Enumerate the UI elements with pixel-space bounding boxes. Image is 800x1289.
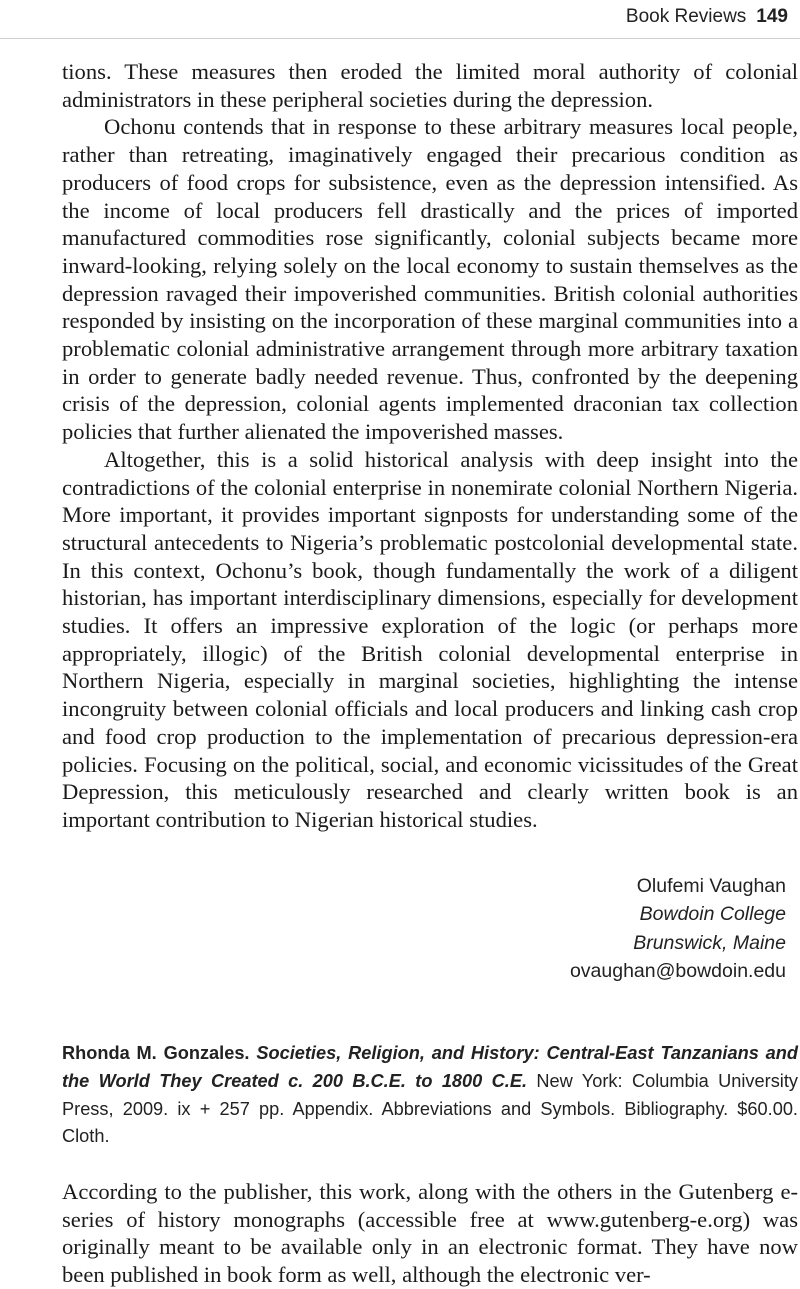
reviewer-signature — [570, 872, 786, 985]
section-title: Book Reviews — [625, 6, 747, 27]
reviewer-institution: Bowdoin College — [639, 903, 786, 926]
next-review-body — [62, 1178, 798, 1289]
citation-title: Societies, Religion, and History: Central-East Tanzanians and the World They Created c. 200 B.C.E. to 1800 C.E. — [62, 1043, 798, 1091]
review-body — [62, 58, 798, 834]
book-citation — [62, 1040, 798, 1151]
running-header — [626, 6, 788, 28]
reviewer-email: ovaughan@bowdoin.edu — [569, 959, 786, 982]
page-number: 149 — [756, 6, 788, 27]
citation-publication: New York: Columbia University Press, 2009. ix + 257 pp. Appendix. Abbreviations and Symbols. Bibliography. $60.00. Cloth. — [62, 1070, 798, 1147]
reviewer-name: Olufemi Vaughan — [636, 875, 786, 897]
paragraph: tions. These measures then eroded the limited moral authority of colonial administrators in these peripheral societies during the depression. — [62, 59, 798, 112]
paragraph: Altogether, this is a solid historical analysis with deep insight into the contradictions of the colonial enterprise in nonemirate colonial Northern Nigeria. More important, it provides important signposts for understanding some of the structural antecedents to Nigeria’s problematic postcolonial developmental state. In this context, Ochonu’s book, though fundamentally the work of a diligent historian, has important interdisciplinary dimensions, especially for development studies. It offers an impressive exploration of the logic (or perhaps more appropriately, illogic) of the British colonial developmental enterprise in Northern Nigeria, especially in marginal societies, highlighting the intense incongruity between colonial officials and local producers and linking cash crop and food crop production to the implementation of precarious depression-era policies. Focusing on the political, social, and economic vicissitudes of the Great Depression, this meticulously researched and clearly written book is an important contribution to Nigerian historical studies. — [62, 446, 798, 832]
citation-author: Rhonda M. Gonzales. — [62, 1043, 250, 1063]
paragraph: Ochonu contends that in response to these arbitrary measures local people, rather than retreating, imaginatively engaged their precarious condition as producers of food crops for subsistence, even as the depression intensified. As the income of local producers fell drastically and the prices of imported manufactured commodities rose significantly, colonial subjects became more inward-looking, relying solely on the local economy to sustain themselves as the depression ravaged their impoverished communities. British colonial authorities responded by insisting on the incorporation of these marginal communities into a problematic colonial administrative arrangement through more arbitrary taxation in order to generate badly needed revenue. Thus, confronted by the deepening crisis of the depression, colonial agents implemented draconian tax collection policies that further alienated the impoverished masses. — [62, 114, 798, 445]
reviewer-location: Brunswick, Maine — [633, 931, 786, 954]
paragraph: According to the publisher, this work, along with the others in the Gutenberg e-series of history monographs (accessible free at www.gutenberg-e.org) was originally meant to be available only in an electronic format. They have now been published in book form as well, although the electronic ver- — [62, 1179, 798, 1288]
header-rule — [0, 38, 800, 39]
